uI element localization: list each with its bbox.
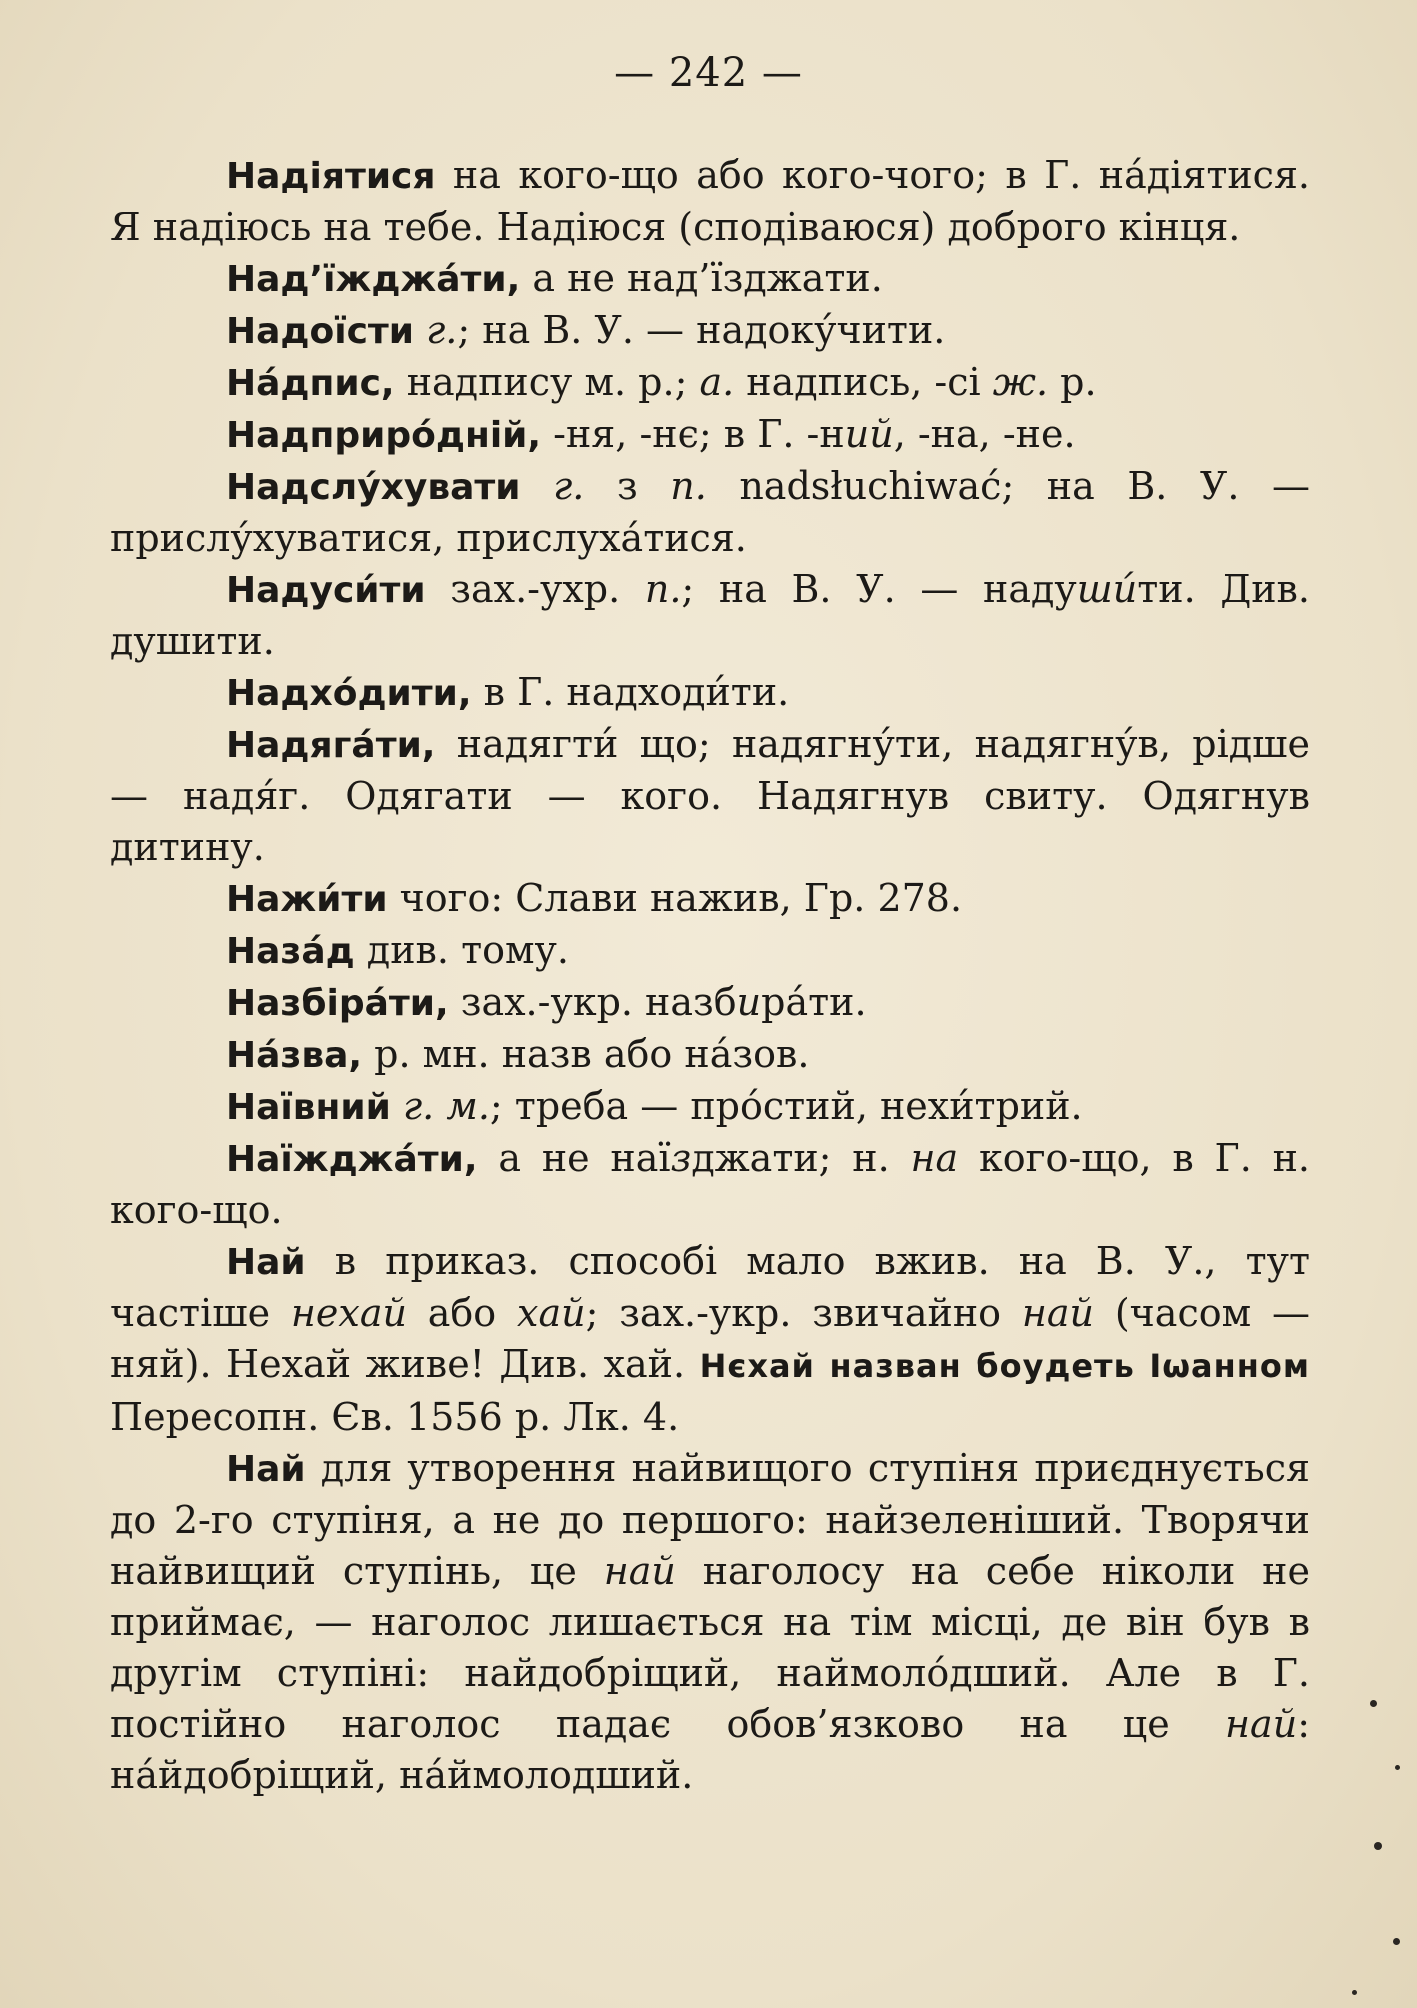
entry-text: джати; н. bbox=[691, 1136, 911, 1180]
entry-text: р. мн. назв або на́зов. bbox=[362, 1032, 810, 1076]
paper-speck bbox=[1374, 1842, 1382, 1850]
paper-speck bbox=[1395, 1765, 1400, 1770]
headword: Наза́д bbox=[226, 931, 355, 972]
dictionary-entry bbox=[110, 667, 1310, 719]
dictionary-entry bbox=[110, 1029, 1310, 1081]
entry-text bbox=[391, 1084, 403, 1128]
entry-text: надягти́ що; надягну́ти, надягну́в, рідше — надя́г. Одягати — кого. Надягнув свиту. Одягнув дитину. bbox=[110, 722, 1310, 869]
italic-text: най bbox=[1225, 1702, 1298, 1746]
dictionary-entry bbox=[110, 925, 1310, 977]
entry-text: чого: Слави нажив, Гр. 278. bbox=[387, 876, 963, 920]
headword: Наїжджа́ти, bbox=[226, 1139, 478, 1180]
italic-text: п. bbox=[670, 464, 707, 508]
italic-text: з bbox=[670, 1136, 692, 1180]
italic-text: най bbox=[603, 1549, 676, 1593]
dictionary-entry bbox=[110, 150, 1310, 253]
entry-text: Пересопн. Єв. 1556 р. Лк. 4. bbox=[110, 1395, 680, 1439]
italic-text: а. bbox=[699, 360, 735, 404]
entry-text: а не наї bbox=[477, 1136, 671, 1180]
entry-text: зах.-укр. назб bbox=[448, 980, 737, 1024]
headword: Най bbox=[226, 1449, 306, 1490]
dictionary-entry bbox=[110, 461, 1310, 564]
entry-text: ; треба — про́стий, нехи́трий. bbox=[489, 1084, 1083, 1128]
paper-speck bbox=[1393, 1938, 1400, 1945]
dictionary-entry bbox=[110, 1081, 1310, 1133]
headword: Надуси́ти bbox=[226, 570, 426, 611]
headword: Надслу́хувати bbox=[226, 467, 521, 508]
entry-text: ; зах.-укр. звичайно bbox=[585, 1291, 1022, 1335]
entry-text: р. bbox=[1048, 360, 1097, 404]
entry-text: наголосу на себе ніколи не приймає, — наголос лишається на тім місці, де він був в другім ступіні: найдобріщий, наймоло́дший. Але в Г. постійно наголос падає обов’язково на це bbox=[110, 1549, 1310, 1746]
headword: На́дпис, bbox=[226, 363, 395, 404]
headword: Надоїсти bbox=[226, 311, 414, 352]
dictionary-entry bbox=[110, 564, 1310, 667]
entry-text: , -на, -не. bbox=[893, 412, 1076, 456]
dictionary-entry bbox=[110, 1133, 1310, 1236]
entry-text: надпись, -сі bbox=[734, 360, 993, 404]
headword: На́зва, bbox=[226, 1035, 363, 1076]
dictionary-entry bbox=[110, 305, 1310, 357]
dictionary-entry bbox=[110, 719, 1310, 873]
entry-text: в приказ. способі мало вжив. на В. У., тут частіше bbox=[110, 1239, 1310, 1335]
italic-text: г. м. bbox=[402, 1084, 490, 1128]
entry-text: надпису м. р.; bbox=[394, 360, 700, 404]
entry-text: зах.-ухр. bbox=[425, 567, 645, 611]
headword: Най bbox=[226, 1242, 306, 1283]
headword: Нажи́ти bbox=[226, 879, 388, 920]
italic-text: на bbox=[910, 1136, 959, 1180]
italic-text: ий bbox=[844, 412, 894, 456]
entry-text: для утворення найвищого ступіня приєднується до 2-го ступіня, а не до першого: найзеленіший. Творячи найвищий ступінь, це bbox=[110, 1446, 1310, 1593]
entry-text: або bbox=[406, 1291, 518, 1335]
entry-text: кого-що, в Г. н. кого-що. bbox=[110, 1136, 1310, 1232]
headword: Надіятися bbox=[226, 156, 436, 197]
entry-text: (часом — няй). Нехай живе! Див. хай. bbox=[110, 1291, 1310, 1386]
entry-text: nadsłuchiwać; на В. У. — прислу́хуватися, прислуха́тися. bbox=[110, 464, 1310, 560]
entry-text: -ня, -нє; в Г. -н bbox=[541, 412, 845, 456]
italic-text: п. bbox=[644, 567, 682, 611]
dictionary-entry bbox=[110, 409, 1310, 461]
italic-text: хай bbox=[517, 1291, 586, 1335]
headword: Над’їжджа́ти, bbox=[226, 259, 521, 300]
italic-text: най bbox=[1021, 1291, 1095, 1335]
dictionary-entry bbox=[110, 1236, 1310, 1443]
entry-text bbox=[414, 308, 426, 352]
italic-text: г. bbox=[553, 464, 585, 508]
entry-text: : на́йдобріщий, на́ймолодший. bbox=[110, 1702, 1310, 1797]
headword: Наївний bbox=[226, 1087, 391, 1128]
italic-text: г. bbox=[426, 308, 458, 352]
entry-text: ра́ти. bbox=[761, 980, 867, 1024]
page-number: — 242 — bbox=[614, 50, 803, 96]
entry-text: див. тому. bbox=[354, 928, 569, 972]
italic-text: ж. bbox=[992, 360, 1049, 404]
entry-text: на кого-що або кого-чого; в Г. на́діятися. Я надіюсь на тебе. Надіюся (сподіваюся) доброго кінця. bbox=[110, 153, 1310, 249]
entry-text: з bbox=[584, 464, 671, 508]
old-slavonic-quote: Нєхай назван боудеть Іωанном bbox=[699, 1347, 1311, 1385]
dictionary-entry bbox=[110, 357, 1310, 409]
headword: Надприро́дній, bbox=[226, 415, 542, 456]
entry-text: ; на В. У. — наду bbox=[681, 567, 1077, 611]
italic-text: нехай bbox=[290, 1291, 407, 1335]
italic-text: и bbox=[736, 980, 762, 1024]
entry-text bbox=[521, 464, 554, 508]
headword: Назбіра́ти, bbox=[226, 983, 449, 1024]
entry-text: ; на В. У. — надоку́чити. bbox=[457, 308, 946, 352]
entry-text: а не над’їзджати. bbox=[520, 256, 883, 300]
headword: Надяга́ти, bbox=[226, 725, 436, 766]
entry-text: ти. Див. душити. bbox=[110, 567, 1311, 663]
paper-speck bbox=[1352, 1990, 1357, 1995]
dictionary-entry bbox=[110, 873, 1310, 925]
dictionary-entry bbox=[110, 1443, 1310, 1801]
dictionary-entry bbox=[110, 977, 1310, 1029]
paper-speck bbox=[1370, 1700, 1377, 1707]
dictionary-text bbox=[110, 150, 1310, 1801]
dictionary-entry bbox=[110, 253, 1310, 305]
italic-text: ши́ bbox=[1076, 567, 1138, 611]
headword: Надхо́дити, bbox=[226, 673, 472, 714]
entry-text: в Г. надходи́ти. bbox=[471, 670, 790, 714]
